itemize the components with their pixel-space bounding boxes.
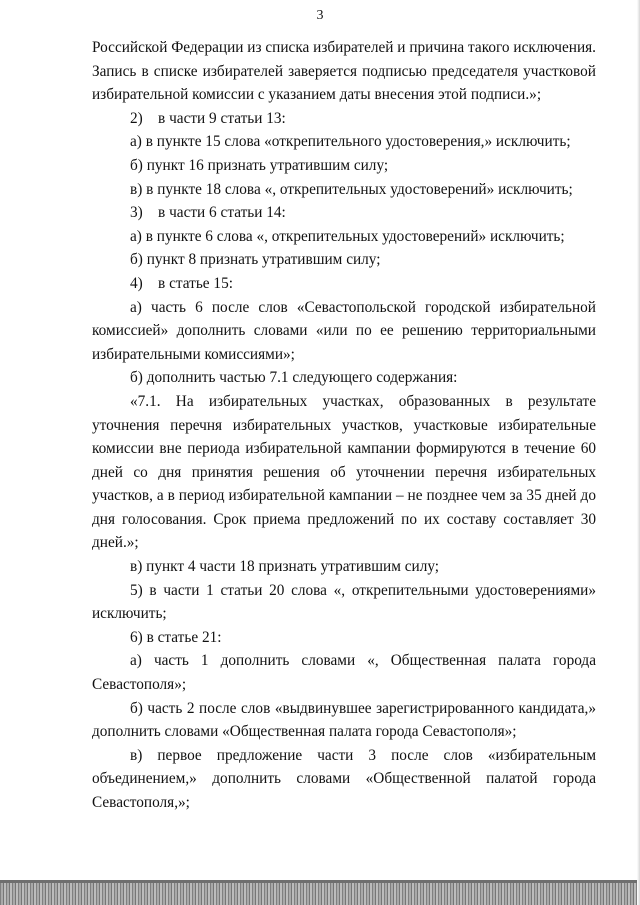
paragraph: 4) в статье 15: (130, 274, 233, 292)
paragraph: б) часть 2 после слов «выдвинувшее зарегистрированного кандидата,» дополнить словами «Общественная палата города Севастополя»; (92, 699, 596, 741)
paragraph: а) в пункте 15 слова «открепительного удостоверения,» исключить; (130, 133, 571, 151)
paragraph: в) первое предложение части 3 после слов «избирательным объединением,» дополнить словами «Общественной палатой города Севастополя,»; (92, 746, 596, 811)
paragraph: в) пункт 4 части 18 признать утратившим силу; (130, 558, 440, 576)
paragraph: 2) в части 9 статьи 13: (130, 109, 286, 127)
page-number: 3 (316, 8, 324, 23)
paragraph: в) в пункте 18 слова «, открепительных удостоверений» исключить; (130, 180, 573, 198)
paragraph: 3) в части 6 статьи 14: (130, 204, 286, 222)
paragraph: б) дополнить частью 7.1 следующего содержания: (130, 369, 458, 387)
paragraph: Российской Федерации из списка избирателей и причина такого исключения. Запись в списке избирателей заверяется подписью председателя участковой избирательной комиссии с указанием даты внесения этой подписи.»; (92, 39, 596, 104)
paragraph: б) пункт 16 признать утратившим силу; (130, 156, 389, 174)
document-body (92, 36, 596, 815)
paragraph: а) в пункте 6 слова «, открепительных удостоверений» исключить; (130, 227, 565, 245)
paragraph: б) пункт 8 признать утратившим силу; (130, 251, 381, 269)
scan-edge-band (0, 880, 640, 905)
paragraph: 5) в части 1 статьи 20 слова «, открепительными удостоверениями» исключить; (92, 581, 596, 623)
paragraph: 6) в статье 21: (130, 628, 222, 646)
paragraph: а) часть 1 дополнить словами «, Общественная палата города Севастополя»; (92, 652, 596, 694)
paragraph: «7.1. На избирательных участках, образованных в результате уточнения перечня избирательных участков, участковые избирательные комиссии вне периода избирательной кампании формируются в течение 60 дней со дня принятия решения об уточнении перечня избирательных участков, а в период избирательной кампании – не позднее чем за 35 дней до дня голосования. Срок приема предложений по их составу составляет 30 дней.»; (92, 392, 596, 552)
paragraph: а) часть 6 после слов «Севастопольской городской избирательной комиссией» дополнить словами «или по ее решению территориальными избирательными комиссиями»; (92, 298, 596, 363)
